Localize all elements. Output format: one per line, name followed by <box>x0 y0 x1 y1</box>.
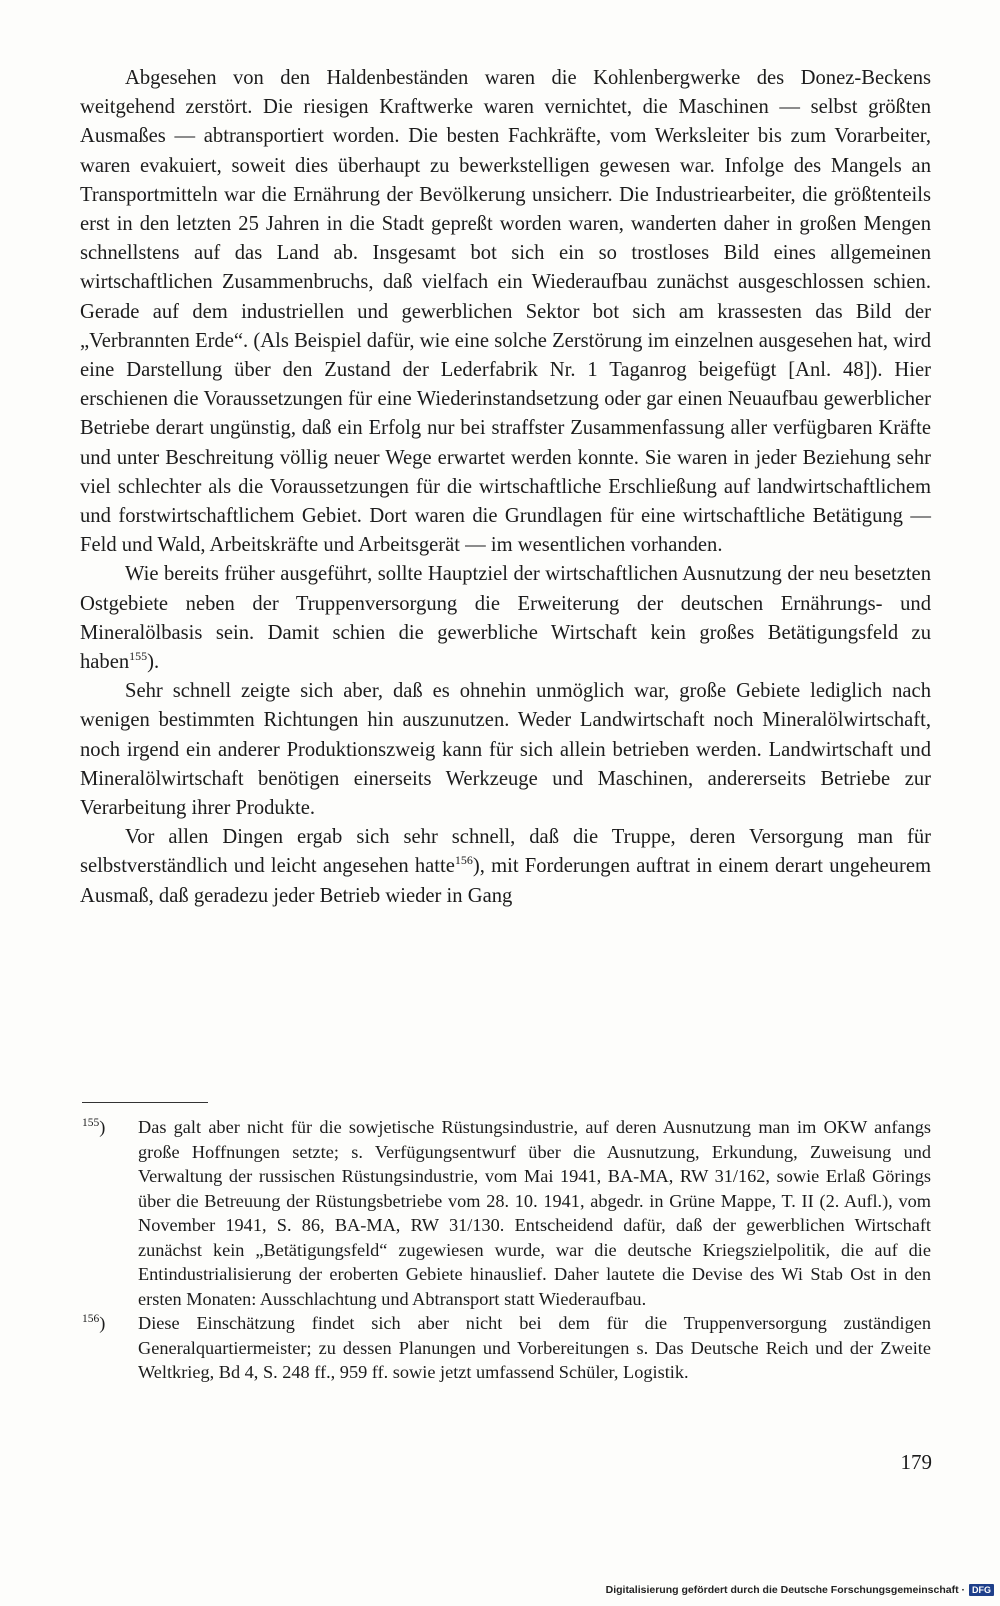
footnote <box>82 1311 931 1385</box>
paragraph-text: Abgesehen von den Haldenbeständen waren die Kohlenbergwerke des Donez-Beckens weitgehend zerstört. Die riesigen Kraftwerke waren vernichtet, die Maschinen — selbst größten Ausmaßes — abtransportiert worden. Die besten Fachkräfte, vom Werksleiter bis zum Vorarbeiter, waren evakuiert, soweit dies überhaupt zu bewerkstelligen gewesen war. Infolge des Mangels an Transportmitteln war die Ernährung der Bevölkerung unsicherr. Die Industriearbeiter, die größtenteils erst in den letzten 25 Jahren in die Stadt gepreßt worden waren, wanderten daher in großen Mengen schnellstens auf das Land ab. Insgesamt bot sich ein so trostloses Bild eines allgemeinen wirtschaftlichen Zusammenbruchs, daß vielfach ein Wiederaufbau zunächst ausgeschlossen schien. Gerade auf dem industriellen und gewerblichen Sektor bot sich am krassesten das Bild der „Verbrannten Erde“. (Als Beispiel dafür, wie eine solche Zerstörung im einzelnen ausgesehen hat, wird eine Darstellung über den Zustand der Lederfabrik Nr. 1 Taganrog beigefügt [Anl. 48]). Hier erschienen die Voraussetzungen für eine Wiederinstandsetzung oder gar einen Neuaufbau gewerblicher Betriebe derart ungünstig, daß ein Erfolg nur bei straffster Zusammenfassung aller verfügbaren Kräfte und unter Beschreitung völlig neuer Wege erwartet werden konnte. Sie waren in jeder Beziehung sehr viel schlechter als die Voraussetzungen für die wirtschaftliche Erschließung auf landwirtschaftlichem und forstwirtschaftlichem Gebiet. Dort waren die Grundlagen für eine wirtschaftliche Betätigung — Feld und Wald, Arbeitskräfte und Arbeitsgerät — im wesentlichen vorhanden. <box>80 67 931 557</box>
page-number: 179 <box>900 1450 932 1474</box>
paragraph <box>80 64 931 560</box>
footnote-number <box>82 1115 138 1140</box>
credit-text: Digitalisierung gefördert durch die Deutsche Forschungsgemeinschaft · <box>605 1584 965 1596</box>
footnote-reference: 155 <box>129 649 148 664</box>
footnote-number <box>82 1311 138 1336</box>
footnotes <box>82 1115 931 1385</box>
footnote-reference: 156 <box>454 853 473 868</box>
footnote-text: Das galt aber nicht für die sowjetische Rüstungsindustrie, auf deren Ausnutzung man im OKW anfangs große Hoffnungen setzte; s. Verfügungsentwurf über die Ausnutzung, Erkundung, Zuweisung und Verwaltung der russischen Rüstungsindustrie, vom Mai 1941, BA-MA, RW 31/162, sowie Erlaß Görings über die Betreuung der Rüstungsbetriebe vom 28. 10. 1941, abgedr. in Grüne Mappe, T. II (2. Aufl.), vom November 1941, S. 86, BA-MA, RW 31/130. Entscheidend dafür, daß der gewerblichen Wirtschaft zunächst kein „Betätigungsfeld“ zugewiesen wurde, war die deutsche Kriegszielpolitik, die auf die Entindustrialisierung der eroberten Gebiete hinauslief. Daher lautete die Devise des Wi Stab Ost in den ersten Monaten: Ausschlachtung und Abtransport statt Wiederaufbau. <box>138 1117 931 1309</box>
footnote-text: Diese Einschätzung findet sich aber nicht bei dem für die Truppenversorgung zuständigen Generalquartiermeister; zu dessen Planungen und Vorbereitungen s. Das Deutsche Reich und der Zweite Weltkrieg, Bd 4, S. 248 ff., 959 ff. sowie jetzt umfassend Schüler, Logistik. <box>138 1313 931 1382</box>
paragraph-text: ). <box>147 651 160 674</box>
dfg-logo-icon: DFG <box>969 1584 994 1596</box>
paragraph-text: Wie bereits früher ausgeführt, sollte Hauptziel der wirtschaftlichen Ausnutzung der neu besetzten Ostgebiete neben der Truppenversorgung die Erweiterung der deutschen Ernährungs- und Mineralölbasis sein. Damit schien die gewerbliche Wirtschaft kein großes Betätigungsfeld zu haben <box>80 563 931 674</box>
digitization-credit <box>606 1584 994 1596</box>
footnote-number-paren: ) <box>99 1313 106 1333</box>
footnote-number-paren: ) <box>99 1117 106 1137</box>
paragraph-text: ), mit Forderungen auftrat in einem derart ungeheurem Ausmaß, daß geradezu jeder Betrieb wieder in Gang <box>80 855 932 907</box>
paragraph <box>80 560 931 677</box>
paragraph <box>80 677 931 823</box>
footnote-number-digits: 156 <box>82 1313 100 1325</box>
body-text <box>80 64 931 911</box>
footnote-divider <box>82 1102 208 1103</box>
footnote <box>82 1115 931 1311</box>
paragraph-text: Vor allen Dingen ergab sich sehr schnell, daß die Truppe, deren Versorgung man für selbstverständlich und leicht angesehen hatte <box>80 826 931 878</box>
paragraph <box>80 823 931 911</box>
footnote-number-digits: 155 <box>82 1117 100 1129</box>
paragraph-text: Sehr schnell zeigte sich aber, daß es ohnehin unmöglich war, große Gebiete lediglich nach wenigen bestimmten Richtungen hin auszunutzen. Weder Landwirtschaft noch Mineralölwirtschaft, noch irgend ein anderer Produktionszweig kann für sich allein betrieben werden. Landwirtschaft und Mineralölwirtschaft benötigen einerseits Werkzeuge und Maschinen, andererseits Betriebe zur Verarbeitung ihrer Produkte. <box>80 680 931 820</box>
